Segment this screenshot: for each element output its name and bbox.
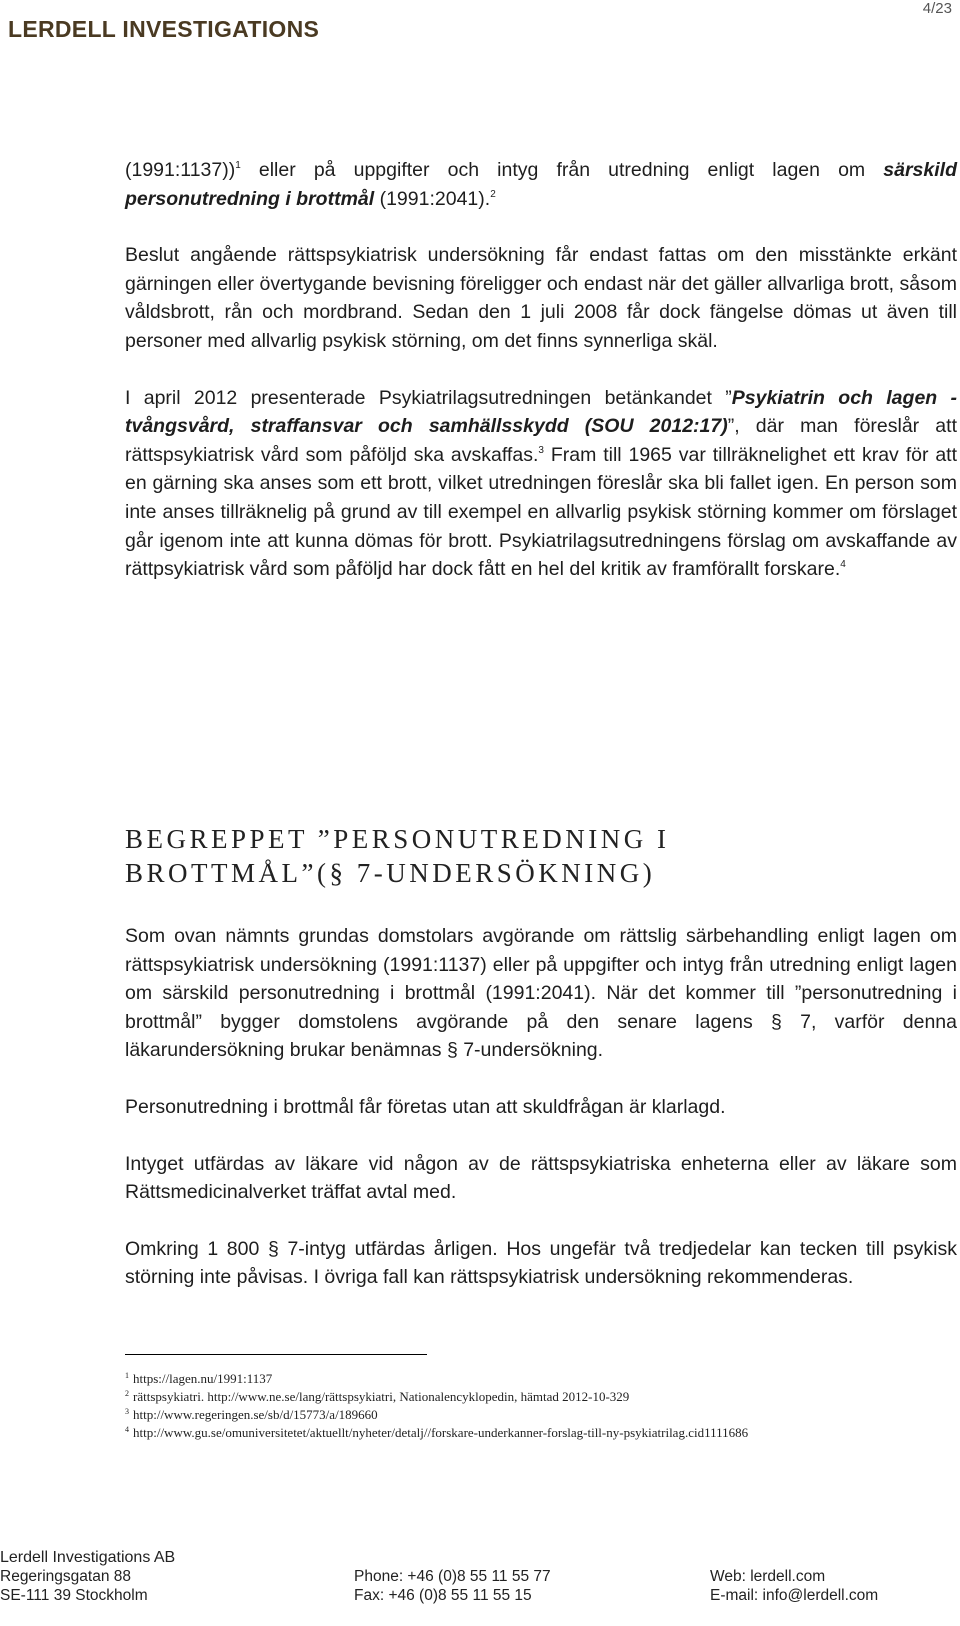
intro-paragraph-3: I april 2012 presenterade Psykiatrilagsutredningen betänkandet ”Psykiatrin och lagen - tvångsvård, straffansvar och samhällsskydd (SOU 2012:17)”, där man föreslår att rättspsykiatrisk vård som påföljd ska avskaffas.$^3$ Fram till 1965 var tillräknelighet ett krav för att en gärning ska anses som ett brott, vilket utredningen föreslår ska bli fallet igen. En person som inte anses tillräknelig på grund av till exempel en allvarlig psykisk störning kommer om förslaget går igenom inte att kunna dömas för brott. Psykiatrilagsutredningens förslag om avskaffande av rättpsykiatrisk vård som påföljd har dock fått en hel del kritik av framförallt forskare.$^4$ — [125, 386, 958, 581]
section-heading-line-2: BROTTMÅL”(§ 7-UNDERSÖKNING) — [125, 858, 656, 888]
footer-street: Regeringsgatan 88 — [0, 1568, 131, 1585]
intro-paragraph-1: (1991:1137))$^1$ eller på uppgifter och intyg från utredning enligt lagen om särskild personutredning i brottmål (1991:2041).$^2$ — [125, 159, 957, 210]
footnote-ref-1[interactable]: 1 — [235, 160, 241, 171]
footer-phone: Phone: +46 (0)8 55 11 55 77 — [354, 1568, 551, 1585]
footnote-2: $^2$ rättspsykiatri. http://www.ne.se/lang/rättspsykiatri, Nationalencyklopedin, hämtad 2012-10-329 — [125, 1389, 630, 1404]
footnote-ref-3[interactable]: 3 — [538, 444, 544, 456]
footnote-3: $^3$ http://www.regeringen.se/sb/d/15773/a/189660 — [125, 1407, 378, 1422]
brand-logo-text: LERDELL INVESTIGATIONS — [8, 16, 320, 42]
intro-paragraph-2: Beslut angående rättspsykiatrisk undersökning får endast fattas om den misstänkte erkänt gärningen eller övertygande bevisning föreligger och endast när det gäller allvarliga brott, såsom våldsbrott, rån och mordbrand. Sedan den 1 juli 2008 får dock fängelse dömas ut även till personer med allvarlig psykisk störning, om det finns synnerliga skäl. — [125, 244, 957, 352]
footnote-3-link[interactable]: http://www.regeringen.se/sb/d/15773/a/189660 — [133, 1407, 378, 1422]
footnote-2-link[interactable]: rättspsykiatri. http://www.ne.se/lang/rättspsykiatri, Nationalencyklopedin, hämtad 2012-10-329 — [133, 1389, 630, 1404]
page-number: 4/23 — [922, 0, 952, 17]
section-paragraph-2: Personutredning i brottmål får företas utan att skuldfrågan är klarlagd. — [125, 1095, 726, 1118]
report-title-emphasis: Psykiatrin och lagen - tvångsvård, straffansvar och samhällsskydd (SOU 2012:17) — [125, 386, 958, 438]
footnote-4: $^4$ http://www.gu.se/omuniversitetet/aktuellt/nyheter/detalj//forskare-underkanner-forslag-till-ny-psykiatrilag.cid1111686 — [125, 1425, 749, 1440]
section-heading — [125, 822, 957, 890]
section-paragraph-3: Intyget utfärdas av läkare vid någon av de rättspsykiatriska enheterna eller av läkare som Rättsmedicinalverket träffat avtal med. — [125, 1152, 957, 1204]
footer-company: Lerdell Investigations AB — [0, 1549, 176, 1566]
footnote-1: $^1$ https://lagen.nu/1991:1137 — [125, 1371, 273, 1386]
footer-email[interactable]: E-mail: info@lerdell.com — [710, 1587, 879, 1604]
law-title-emphasis: särskild personutredning i brottmål — [125, 159, 957, 210]
footnote-ref-2[interactable]: 2 — [490, 188, 496, 200]
footer-city: SE-111 39 Stockholm — [0, 1587, 148, 1604]
footnote-divider — [125, 1354, 427, 1355]
footnote-4-link[interactable]: http://www.gu.se/omuniversitetet/aktuellt/nyheter/detalj//forskare-underkanner-forslag-till-ny-psykiatrilag.cid1111686 — [133, 1425, 749, 1440]
section-paragraph-4: Omkring 1 800 § 7-intyg utfärdas årligen. Hos ungefär två tredjedelar kan tecken till psykisk störning inte påvisas. I övriga fall kan rättspsykiatrisk undersökning rekommenderas. — [125, 1237, 957, 1289]
intro-text — [125, 156, 957, 584]
footer-fax: Fax: +46 (0)8 55 11 55 15 — [354, 1587, 532, 1604]
footer-web[interactable]: Web: lerdell.com — [710, 1568, 826, 1585]
footnote-1-link[interactable]: https://lagen.nu/1991:1137 — [133, 1371, 273, 1386]
section-text — [125, 922, 957, 1292]
section-paragraph-1: Som ovan nämnts grundas domstolars avgörande om rättslig särbehandling enligt lagen om rättspsykiatrisk undersökning (1991:1137) eller på uppgifter och intyg från utredning enligt lagen om särskild personutredning i brottmål (1991:2041). När det kommer till ”personutredning i brottmål” bygger domstolens avgörande på den senare lagens § 7, varför denna läkarundersökning brukar benämnas § 7-undersökning. — [125, 925, 957, 1062]
footnote-ref-4[interactable]: 4 — [840, 559, 846, 571]
section-heading-line-1: BEGREPPET ”PERSONUTREDNING I — [125, 824, 670, 854]
footnotes — [125, 1370, 957, 1442]
